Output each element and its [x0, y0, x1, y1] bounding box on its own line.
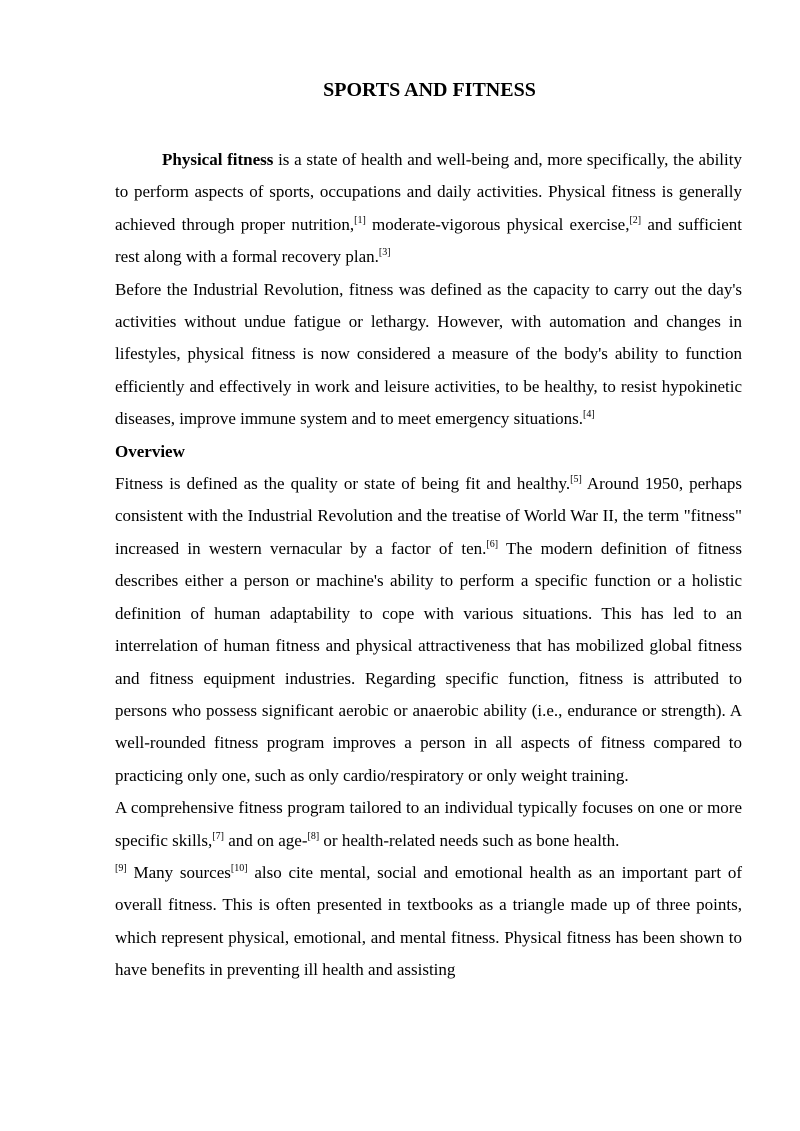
citation-10[interactable]: [10]: [230, 862, 248, 874]
program-text-5: also cite mental, social and emotional health as an important part of overall fitness. This is often presented in textbooks as a triangle made up of three points, which represent physical, emotional, and mental fitness. Physical fitness has been shown to have benefits in preventing ill health and assisting: [115, 862, 742, 980]
program-paragraph: [115, 792, 742, 986]
document-title: SPORTS AND FITNESS: [323, 79, 536, 101]
program-text-2: and on age-: [223, 830, 308, 850]
program-text-1: A comprehensive fitness program tailored to an individual typically focuses on one or more specific skills,: [115, 798, 742, 850]
intro-text-1: is a state of health and well-being and, more specifically, the ability to perform aspects of sports, occupations and daily activities. Physical fitness is generally achieved through proper nutrition,: [115, 150, 742, 234]
citation-2[interactable]: [2]: [629, 214, 642, 226]
history-paragraph: [115, 274, 742, 436]
citation-6[interactable]: [6]: [486, 538, 499, 550]
program-text-3: or health-related needs such as bone health.: [319, 830, 620, 850]
citation-1[interactable]: [1]: [354, 214, 366, 226]
citation-7[interactable]: [7]: [212, 830, 224, 842]
intro-lead-term: Physical fitness: [162, 150, 274, 169]
intro-paragraph: [115, 144, 742, 274]
citation-5[interactable]: [5]: [570, 474, 582, 486]
overview-paragraph: [115, 468, 742, 792]
history-text: Before the Industrial Revolution, fitness was defined as the capacity to carry out the day's activities without undue fatigue or lethargy. However, with automation and changes in lifestyles, physical fitness is now considered a measure of the body's ability to function efficiently and effectively in work and leisure activities, to be healthy, to resist hypokinetic diseases, improve immune system and to meet emergency situations.: [115, 279, 742, 429]
citation-4[interactable]: [4]: [583, 409, 595, 421]
citation-3[interactable]: [3]: [378, 247, 391, 259]
overview-text-1: Fitness is defined as the quality or state of being fit and healthy.: [115, 474, 571, 494]
overview-text-3: The modern definition of fitness describes either a person or machine's ability to perform a specific function or a holistic definition of human adaptability to cope with various situations. This has led to an interrelation of human fitness and physical attractiveness that has mobilized global fitness and fitness equipment industries. Regarding specific function, fitness is attributed to persons who possess significant aerobic or anaerobic ability (i.e., endurance or strength). A well-rounded fitness program improves a person in all aspects of fitness compared to practicing only one, such as only cardio/respiratory or only weight training.: [115, 538, 742, 785]
citation-8[interactable]: [8]: [307, 830, 320, 842]
overview-heading: Overview: [115, 441, 185, 461]
overview-text-2: Around 1950, perhaps consistent with the Industrial Revolution and the treatise of World War II, the term "fitness" increased in western vernacular by a factor of ten.: [115, 474, 742, 558]
intro-text-3: and sufficient rest along with a formal recovery plan.: [115, 214, 742, 267]
intro-text-2: moderate-vigorous physical exercise,: [365, 214, 630, 234]
citation-9[interactable]: [9]: [115, 862, 127, 874]
document-body: [115, 76, 742, 987]
program-text-4: Many sources: [126, 862, 231, 882]
